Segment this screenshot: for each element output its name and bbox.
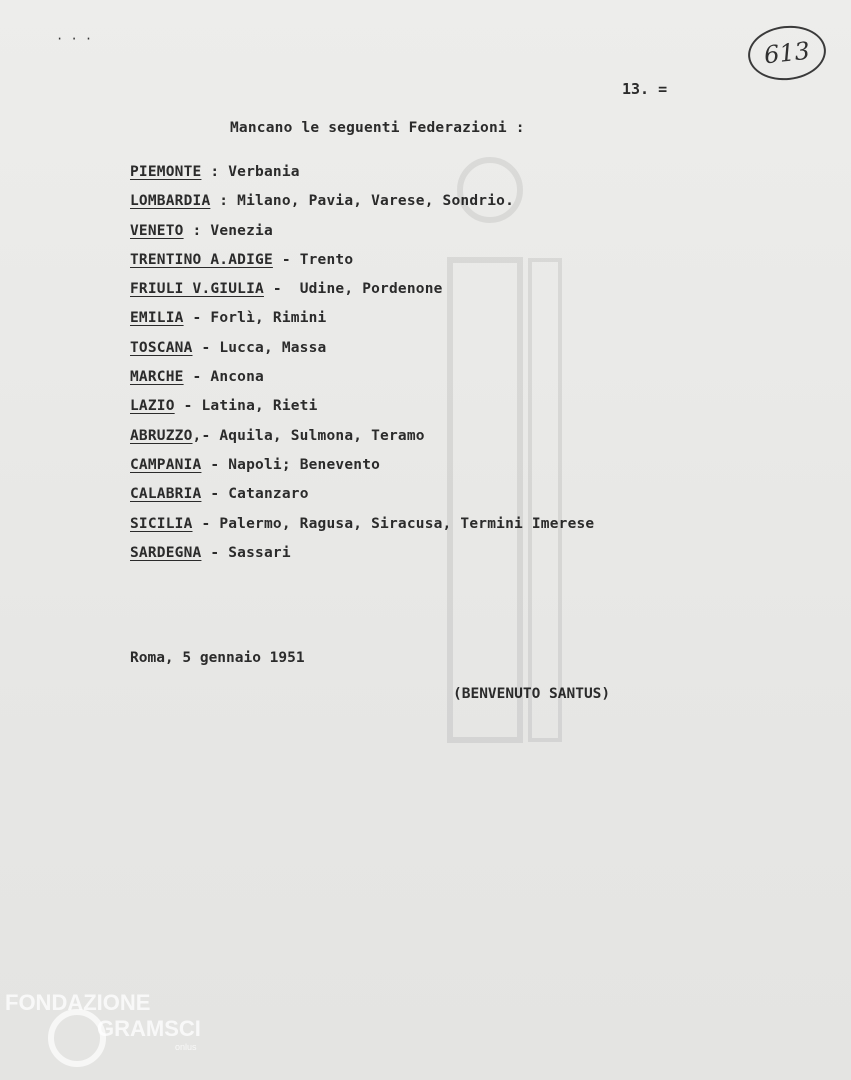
city-list: Trento	[299, 251, 354, 268]
separator: ,-	[192, 427, 220, 444]
separator: :	[210, 193, 238, 210]
region-name: FRIULI V.GIULIA	[130, 281, 264, 298]
federation-row	[130, 366, 780, 395]
document-heading: Mancano le seguenti Federazioni :	[230, 120, 525, 136]
region-name: LOMBARDIA	[130, 193, 211, 210]
date-line: Roma, 5 gennaio 1951	[130, 650, 305, 666]
separator: -	[192, 515, 220, 532]
federation-row	[130, 337, 780, 366]
federation-row	[130, 513, 780, 542]
separator: -	[174, 398, 202, 415]
signature: (BENVENUTO SANTUS)	[453, 686, 611, 702]
federation-list	[130, 161, 780, 571]
city-list: Milano, Pavia, Varese, Sondrio.	[237, 193, 514, 210]
separator: -	[263, 281, 300, 298]
separator: -	[272, 251, 300, 268]
svg-text:onlus: onlus	[175, 1042, 197, 1052]
city-list: Udine, Pordenone	[299, 281, 443, 298]
federation-row	[130, 190, 780, 219]
federation-row	[130, 395, 780, 424]
separator: -	[183, 310, 211, 327]
separator: -	[201, 456, 229, 473]
federation-row	[130, 278, 780, 307]
region-name: EMILIA	[130, 310, 184, 327]
region-name: TRENTINO A.ADIGE	[130, 251, 273, 268]
separator: -	[192, 339, 220, 356]
city-list: Aquila, Sulmona, Teramo	[219, 427, 425, 444]
region-name: TOSCANA	[130, 339, 193, 356]
city-list: Venezia	[210, 222, 273, 239]
federation-row	[130, 220, 780, 249]
separator: :	[183, 222, 211, 239]
separator: -	[201, 486, 229, 503]
region-name: CALABRIA	[130, 486, 202, 503]
separator: -	[183, 369, 211, 386]
city-list: Napoli; Benevento	[228, 456, 381, 473]
fondazione-gramsci-logo	[5, 988, 210, 1068]
separator: :	[201, 164, 229, 180]
region-name: SICILIA	[130, 515, 193, 532]
federation-row	[130, 249, 780, 278]
page-number: 13. =	[622, 80, 668, 98]
city-list: Catanzaro	[228, 486, 309, 503]
svg-text:GRAMSCI: GRAMSCI	[97, 1016, 201, 1041]
region-name: VENETO	[130, 222, 184, 239]
federation-row	[130, 307, 780, 336]
ink-specks: · · ·	[56, 32, 93, 46]
region-name: SARDEGNA	[130, 544, 202, 561]
folio-stamp: 613	[745, 22, 828, 84]
region-name: ABRUZZO	[130, 427, 193, 444]
federation-row	[130, 483, 780, 512]
city-list: Sassari	[228, 544, 291, 561]
federation-row	[130, 542, 780, 571]
federation-row	[130, 454, 780, 483]
separator: -	[201, 544, 229, 561]
city-list: Lucca, Massa	[219, 339, 327, 356]
region-name: CAMPANIA	[130, 456, 202, 473]
city-list: Forlì, Rimini	[210, 310, 327, 327]
region-name: PIEMONTE	[130, 164, 202, 180]
city-list: Palermo, Ragusa, Siracusa, Termini Imerese	[219, 515, 595, 532]
federation-row	[130, 161, 780, 190]
city-list: Latina, Rieti	[201, 398, 318, 415]
svg-text:FONDAZIONE: FONDAZIONE	[5, 990, 151, 1015]
federation-row	[130, 425, 780, 454]
region-name: MARCHE	[130, 369, 184, 386]
city-list: Verbania	[228, 164, 300, 180]
city-list: Ancona	[210, 369, 264, 386]
region-name: LAZIO	[130, 398, 175, 415]
